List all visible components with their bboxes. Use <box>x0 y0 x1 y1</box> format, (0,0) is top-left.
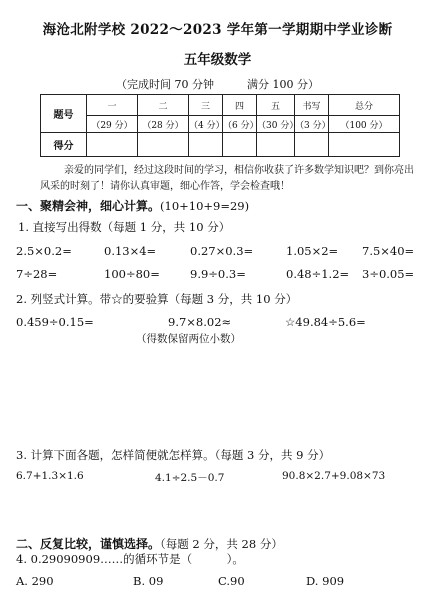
section-2-title: 二、反复比较，谨慎选择。 <box>16 537 161 551</box>
q1-problem: 7.5×40= <box>362 244 415 258</box>
q4-stem: 4. 0.29090909……的循环节是（ ）。 <box>16 552 244 566</box>
q4-option-b: B. 09 <box>133 574 164 588</box>
score-col-name: 四 <box>223 95 257 116</box>
q3-problem: 6.7+1.3×1.6 <box>16 470 84 482</box>
grade-title: 五年级数学 <box>183 52 252 68</box>
q1-problem: 9.9÷0.3= <box>190 267 246 281</box>
score-col-points: （30 分） <box>257 116 295 133</box>
q1-problem: 0.48÷1.2= <box>286 267 350 281</box>
score-col-name: 书写 <box>295 95 329 116</box>
score-col-name: 二 <box>138 95 189 116</box>
score-col-points: （29 分） <box>87 116 138 133</box>
score-col-points: （28 分） <box>138 116 189 133</box>
score-cell <box>138 133 189 157</box>
score-col-points: （4 分） <box>189 116 223 133</box>
section-1-heading <box>16 195 249 214</box>
time-limit: （完成时间 70 分钟 <box>116 78 214 91</box>
score-col-points: （100 分） <box>329 116 400 133</box>
q4-option-a: A. 290 <box>16 574 54 588</box>
time-and-score-line <box>0 76 435 92</box>
q2-problem: 0.459÷0.15= <box>16 315 94 329</box>
score-col-name: 总分 <box>329 95 400 116</box>
q2-title: 2. 列竖式计算。带☆的要验算（每题 3 分，共 10 分） <box>16 292 298 306</box>
intro-line-2: 风采的时刻了！请你认真审题，细心作答，学会检查哦！ <box>40 181 290 192</box>
score-cell <box>189 133 223 157</box>
section-2-score: （每题 2 分，共 28 分） <box>160 537 283 551</box>
q2-problem: 9.7×8.02≈ <box>168 315 232 329</box>
q2-rounding-note: （得数保留两位小数） <box>136 333 241 345</box>
q3-title: 3. 计算下面各题，怎样简便就怎样算。（每题 3 分，共 9 分） <box>16 448 331 462</box>
score-cell <box>329 133 400 157</box>
score-table <box>40 94 400 157</box>
q1-problem: 0.27×0.3= <box>190 244 254 258</box>
q1-problem: 2.5×0.2= <box>16 244 72 258</box>
score-cell <box>257 133 295 157</box>
q1-title: 1. 直接写出得数（每题 1 分，共 10 分） <box>18 220 231 234</box>
section-1-title: 一、聚精会神，细心计算。 <box>16 199 161 213</box>
q1-problem: 7÷28= <box>16 267 58 281</box>
q2-problem: ☆49.84÷5.6= <box>285 315 366 329</box>
q3-problem: 90.8×2.7+9.08×73 <box>282 470 386 482</box>
score-table-label-question: 题号 <box>41 95 87 133</box>
score-col-name: 一 <box>87 95 138 116</box>
q1-problem: 100÷80= <box>104 267 160 281</box>
score-table-label-score: 得分 <box>41 133 87 157</box>
q1-problem: 0.13×4= <box>104 244 157 258</box>
section-2-heading <box>16 533 283 552</box>
q1-problem: 1.05×2= <box>286 244 339 258</box>
section-1-score: (10+10+9=29) <box>160 199 250 213</box>
full-score: 满分 100 分） <box>247 78 319 91</box>
score-col-points: （6 分） <box>223 116 257 133</box>
q1-problem: 3÷0.05= <box>362 267 415 281</box>
score-cell <box>223 133 257 157</box>
score-col-points: （3 分） <box>295 116 329 133</box>
score-cell <box>295 133 329 157</box>
score-cell <box>87 133 138 157</box>
score-col-name: 三 <box>189 95 223 116</box>
score-col-name: 五 <box>257 95 295 116</box>
q4-option-c: C.90 <box>218 574 245 588</box>
intro-line-1: 亲爱的同学们，经过这段时间的学习，相信你收获了许多数学知识吧？到你亮出 <box>64 165 414 176</box>
school-title: 海沧北附学校 2022～2023 学年第一学期期中学业诊断 <box>42 22 393 38</box>
q4-option-d: D. 909 <box>306 574 345 588</box>
q3-problem: 4.1÷2.5－0.7 <box>155 472 225 484</box>
